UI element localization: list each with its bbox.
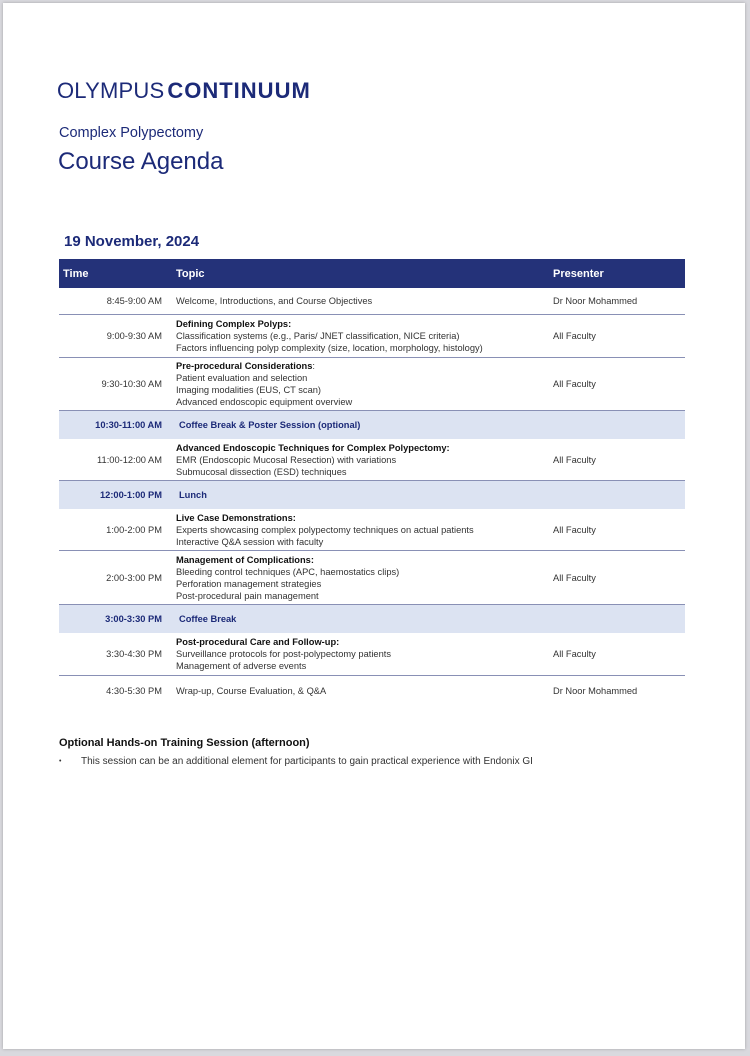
topic-heading: Management of Complications:	[176, 554, 314, 565]
topic-line: Surveillance protocols for post-polypectomy patients	[176, 649, 391, 659]
topic-line: Welcome, Introductions, and Course Objectives	[176, 296, 373, 306]
agenda-break-row	[59, 411, 685, 439]
row-time: 1:00-2:00 PM	[106, 524, 162, 535]
row-presenter: All Faculty	[553, 331, 596, 341]
agenda-row	[59, 509, 685, 551]
topic-heading-line	[176, 512, 547, 524]
agenda-row	[59, 439, 685, 481]
page-title: Course Agenda	[58, 148, 224, 175]
agenda-header-row	[59, 259, 685, 288]
agenda-row	[59, 633, 685, 676]
row-time: 8:45-9:00 AM	[106, 296, 162, 306]
row-topic	[170, 490, 547, 500]
row-topic	[170, 636, 547, 672]
topic-line: Wrap-up, Course Evaluation, & Q&A	[176, 685, 327, 696]
row-presenter: All Faculty	[553, 524, 596, 535]
topic-heading-suffix: :	[312, 361, 315, 371]
topic-heading-line	[176, 318, 547, 330]
row-time: 9:30-10:30 AM	[101, 379, 162, 389]
topic-heading-line	[176, 442, 547, 454]
optional-session-title: Optional Hands-on Training Session (afternoon)	[59, 737, 310, 749]
agenda-break-row	[59, 605, 685, 633]
olympus-continuum-logo	[57, 79, 311, 103]
agenda-row	[59, 358, 685, 411]
topic-line: Factors influencing polyp complexity (size, location, morphology, histology)	[176, 343, 483, 353]
topic-line: Bleeding control techniques (APC, haemostatics clips)	[176, 566, 400, 577]
optional-session-item	[59, 756, 533, 767]
course-subtitle: Complex Polypectomy	[59, 125, 204, 141]
row-presenter: Dr Noor Mohammed	[553, 296, 638, 306]
logo-part-olympus: OLYMPUS	[57, 78, 165, 103]
row-topic	[170, 442, 547, 478]
topic-heading: Advanced Endoscopic Techniques for Complex Polypectomy:	[176, 442, 450, 453]
agenda-table	[59, 259, 685, 705]
topic-heading-line	[176, 636, 547, 648]
topic-line: Interactive Q&A session with faculty	[176, 536, 324, 547]
topic-line: EMR (Endoscopic Mucosal Resection) with variations	[176, 454, 397, 465]
topic-heading: Pre-procedural Considerations	[176, 361, 313, 371]
row-time: 2:00-3:00 PM	[106, 572, 162, 583]
topic-line: Patient evaluation and selection	[176, 373, 308, 383]
row-topic	[170, 318, 547, 354]
logo-part-continuum: CONTINUUM	[167, 78, 311, 103]
row-presenter: All Faculty	[553, 454, 596, 465]
topic-line: Perforation management strategies	[176, 578, 322, 589]
row-topic	[170, 685, 547, 697]
row-time: 3:00-3:30 PM	[105, 613, 162, 624]
header-presenter: Presenter	[553, 267, 604, 280]
optional-session-text: This session can be an additional element for participants to gain practical experience with Endonix GI	[81, 756, 533, 767]
row-presenter: Dr Noor Mohammed	[553, 685, 638, 696]
row-presenter: All Faculty	[553, 649, 596, 659]
topic-line: Post-procedural pain management	[176, 590, 319, 601]
row-time: 9:00-9:30 AM	[106, 331, 162, 341]
topic-heading-line	[176, 554, 547, 566]
row-topic	[170, 554, 547, 602]
break-label: Lunch	[179, 489, 207, 500]
topic-line: Submucosal dissection (ESD) techniques	[176, 466, 347, 477]
header-topic: Topic	[176, 267, 205, 280]
row-time: 11:00-12:00 AM	[97, 454, 162, 465]
topic-heading: Post-procedural Care and Follow-up:	[176, 637, 340, 647]
row-time: 4:30-5:30 PM	[106, 685, 162, 696]
row-topic	[170, 295, 547, 307]
topic-heading-line	[176, 360, 547, 372]
row-time: 3:30-4:30 PM	[106, 649, 162, 659]
agenda-row	[59, 676, 685, 705]
row-topic	[170, 360, 547, 408]
row-topic	[170, 512, 547, 548]
agenda-row	[59, 551, 685, 605]
topic-heading: Defining Complex Polyps:	[176, 319, 292, 329]
break-label: Coffee Break & Poster Session (optional)	[179, 419, 361, 430]
row-presenter: All Faculty	[553, 379, 596, 389]
row-topic	[170, 614, 547, 624]
topic-line: Advanced endoscopic equipment overview	[176, 397, 353, 407]
agenda-row	[59, 288, 685, 315]
document-page	[3, 3, 745, 1049]
topic-line: Management of adverse events	[176, 661, 307, 671]
row-time: 10:30-11:00 AM	[95, 419, 162, 430]
agenda-break-row	[59, 481, 685, 509]
topic-line: Classification systems (e.g., Paris/ JNET classification, NICE criteria)	[176, 331, 460, 341]
agenda-date: 19 November, 2024	[64, 233, 200, 250]
header-time: Time	[63, 267, 89, 280]
topic-heading: Live Case Demonstrations:	[176, 512, 296, 523]
row-presenter: All Faculty	[553, 572, 596, 583]
topic-line: Experts showcasing complex polypectomy techniques on actual patients	[176, 524, 474, 535]
row-time: 12:00-1:00 PM	[99, 489, 162, 500]
agenda-rows	[59, 288, 685, 705]
agenda-row	[59, 315, 685, 358]
bullet-icon: •	[59, 758, 62, 765]
topic-line: Imaging modalities (EUS, CT scan)	[176, 385, 322, 395]
break-label: Coffee Break	[179, 613, 237, 624]
row-topic	[170, 420, 547, 430]
